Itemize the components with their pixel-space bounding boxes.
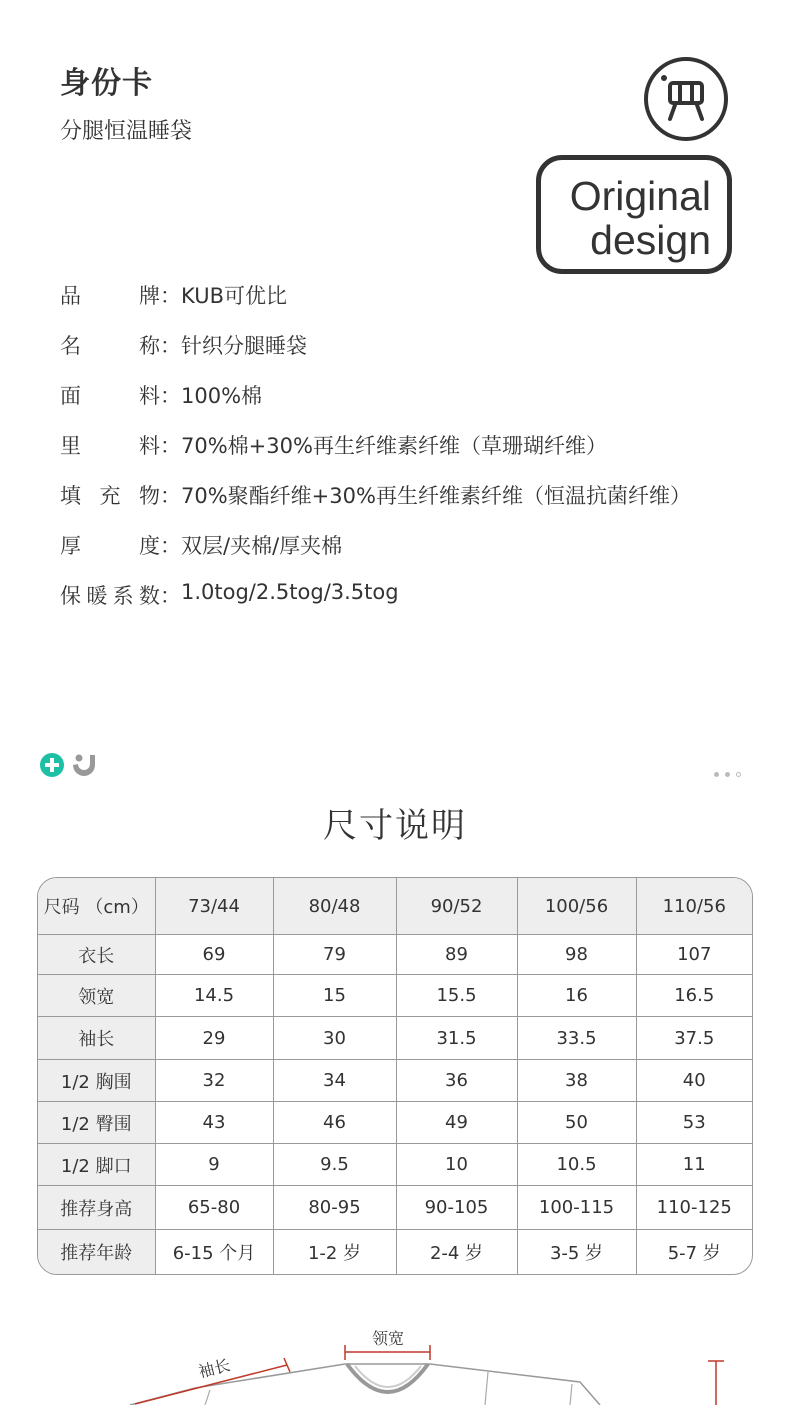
table-row [38, 975, 752, 1017]
table-row [38, 1186, 752, 1230]
info-label: 厚度 [60, 534, 160, 558]
info-colon: ： [160, 584, 181, 608]
table-cell: 3-5 岁 [517, 1230, 636, 1274]
info-colon: ： [160, 284, 181, 308]
table-cell: 15 [273, 975, 396, 1017]
table-header-row [38, 878, 752, 935]
table-cell: 89 [396, 935, 517, 975]
table-cell: 90-105 [396, 1186, 517, 1230]
logo-word-design: design [590, 217, 711, 263]
size-table [37, 877, 753, 1275]
table-header-cell: 80/48 [273, 878, 396, 935]
info-label: 品牌 [60, 284, 160, 308]
table-cell: 40 [636, 1060, 752, 1102]
table-cell: 110-125 [636, 1186, 752, 1230]
info-value: 100%棉 [181, 384, 263, 408]
table-cell: 5-7 岁 [667, 1242, 721, 1264]
table-header-cell: 100/56 [517, 878, 636, 935]
info-value: KUB可优比 [181, 284, 287, 308]
table-cell: 9.5 [273, 1144, 396, 1186]
info-value: 针织分腿睡袋 [181, 334, 307, 358]
info-colon: ： [160, 534, 181, 558]
table-row-header: 1/2 胸围 [38, 1060, 155, 1102]
table-cell: 43 [155, 1102, 273, 1144]
stool-icon [644, 57, 728, 141]
table-cell: 29 [155, 1017, 273, 1060]
info-colon: ： [160, 484, 181, 508]
table-cell: 53 [636, 1102, 752, 1144]
smile-icon [70, 750, 98, 778]
table-cell: 11 [636, 1144, 752, 1186]
table-header-cell: 90/52 [396, 878, 517, 935]
info-label: 填充物 [60, 484, 160, 508]
table-row [38, 1144, 752, 1186]
table-row [38, 1230, 752, 1274]
table-cell: 46 [273, 1102, 396, 1144]
info-value: 双层/夹棉/厚夹棉 [181, 534, 343, 558]
table-cell: 37.5 [636, 1017, 752, 1060]
table-cell: 65-80 [155, 1186, 273, 1230]
table-cell: 15.5 [396, 975, 517, 1017]
table-row-header: 推荐身高 [38, 1186, 155, 1230]
table-cell: 10 [396, 1144, 517, 1186]
page-title: 身份卡 [60, 66, 153, 101]
table-cell: 10.5 [517, 1144, 636, 1186]
table-row-header: 1/2 臀围 [38, 1102, 155, 1144]
table-cell: 9 [155, 1144, 273, 1186]
table-cell: 30 [273, 1017, 396, 1060]
table-cell: 50 [517, 1102, 636, 1144]
table-cell: 107 [636, 935, 752, 975]
table-header-cell: 110/56 [636, 878, 752, 935]
info-label: 里料 [60, 434, 160, 458]
collar-width-label: 领宽 [372, 1329, 405, 1348]
table-row [38, 1017, 752, 1060]
table-row-header: 领宽 [38, 975, 155, 1017]
plus-icon [40, 753, 64, 777]
table-cell: 1-2 岁 [273, 1230, 396, 1274]
table-row-header: 衣长 [38, 935, 155, 975]
table-cell: 98 [517, 935, 636, 975]
table-row-header: 推荐年龄 [38, 1230, 155, 1274]
info-colon: ： [160, 384, 181, 408]
table-cell: 2-4 岁 [396, 1230, 517, 1274]
table-cell: 16.5 [636, 975, 752, 1017]
table-cell: 100-115 [517, 1186, 636, 1230]
table-cell: 6-15 个月 [155, 1230, 273, 1274]
table-cell: 14.5 [155, 975, 273, 1017]
table-cell: 32 [155, 1060, 273, 1102]
info-label: 面料 [60, 384, 160, 408]
info-label: 名称 [60, 334, 160, 358]
original-design-logo [536, 155, 732, 274]
info-value: 70%棉+30%再生纤维素纤维（草珊瑚纤维） [181, 434, 607, 458]
table-row-header: 1/2 脚口 [38, 1144, 155, 1186]
info-colon: ： [160, 334, 181, 358]
section-title: 尺寸说明 [323, 806, 467, 846]
info-value: 1.0tog/2.5tog/3.5tog [181, 580, 399, 604]
table-row [38, 1060, 752, 1102]
table-cell: 79 [273, 935, 396, 975]
table-cell: 34 [273, 1060, 396, 1102]
table-cell: 31.5 [396, 1017, 517, 1060]
table-cell: 36 [396, 1060, 517, 1102]
table-header-cell: 73/44 [155, 878, 273, 935]
dots-decoration [714, 762, 747, 781]
info-colon: ： [160, 434, 181, 458]
info-value: 70%聚酯纤维+30%再生纤维素纤维（恒温抗菌纤维） [181, 484, 691, 508]
table-cell: 38 [517, 1060, 636, 1102]
table-cell: 69 [155, 935, 273, 975]
table-cell: 16 [517, 975, 636, 1017]
page-subtitle: 分腿恒温睡袋 [60, 119, 193, 144]
sleeve-length-label: 袖长 [196, 1355, 233, 1382]
table-header-cell: 尺码 （cm） [38, 878, 155, 935]
table-cell: 33.5 [517, 1017, 636, 1060]
logo-word-original: Original [569, 173, 711, 219]
table-cell: 80-95 [273, 1186, 396, 1230]
info-label: 保暖系数 [60, 584, 160, 608]
table-cell: 49 [396, 1102, 517, 1144]
table-row [38, 1102, 752, 1144]
table-row-header: 袖长 [38, 1017, 155, 1060]
table-row [38, 935, 752, 975]
garment-diagram [0, 1320, 790, 1409]
